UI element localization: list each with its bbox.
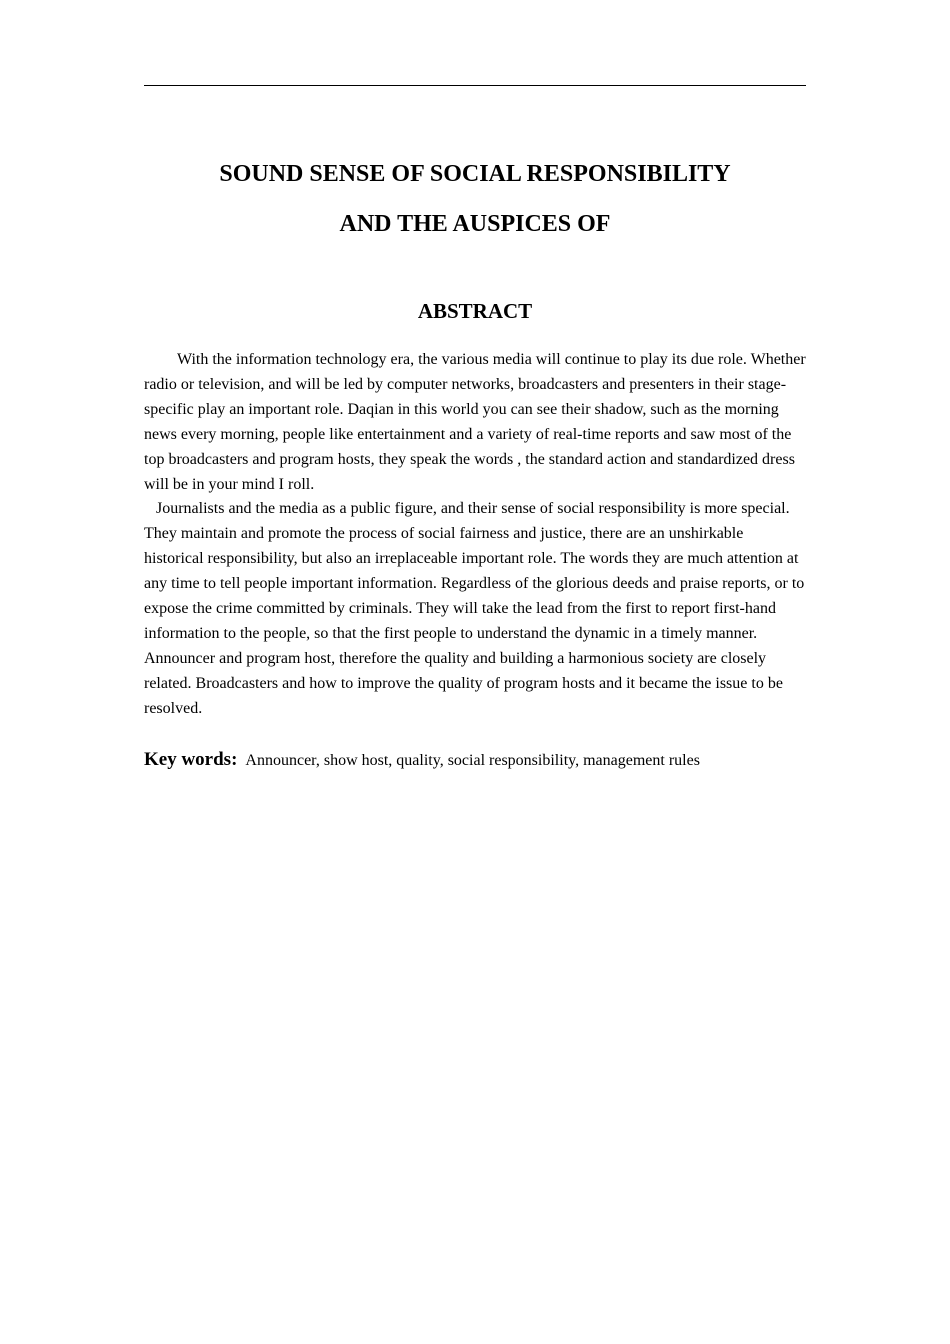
abstract-paragraph-2: Journalists and the media as a public figure, and their sense of social responsibility is more special. They maintain and promote the process of social fairness and justice, there are an unshirkable historical responsibility, but also an irreplaceable important role. The words they are much attention at any time to tell people important information. Regardless of the glorious deeds and praise reports, or to expose the crime committed by criminals. They will take the lead from the first to report first-hand information to the people, so that the first people to understand the dynamic in a timely manner. Announcer and program host, therefore the quality and building a harmonious society are closely related. Broadcasters and how to improve the quality of program hosts and it became the issue to be resolved. <box>144 500 805 717</box>
title-line-2: AND THE AUSPICES OF <box>339 211 611 237</box>
keywords <box>144 746 806 775</box>
abstract-paragraph-1: With the information technology era, the various media will continue to play its due role. Whether radio or television, and will be led by computer networks, broadcasters and presenters in their stage-specific play an important role. Daqian in this world you can see their shadow, such as the morning news every morning, people like entertainment and a variety of real-time reports and saw most of the top broadcasters and program hosts, they speak the words , the standard action and standardized dress will be in your mind I roll. <box>144 351 806 493</box>
title-line-1: SOUND SENSE OF SOCIAL RESPONSIBILITY <box>219 161 731 187</box>
keywords-value: Announcer, show host, quality, social responsibility, management rules <box>245 752 700 769</box>
abstract-body <box>144 348 806 722</box>
header-rule <box>144 85 806 86</box>
keywords-label: Key words: <box>144 749 238 770</box>
abstract-heading: ABSTRACT <box>417 299 533 323</box>
